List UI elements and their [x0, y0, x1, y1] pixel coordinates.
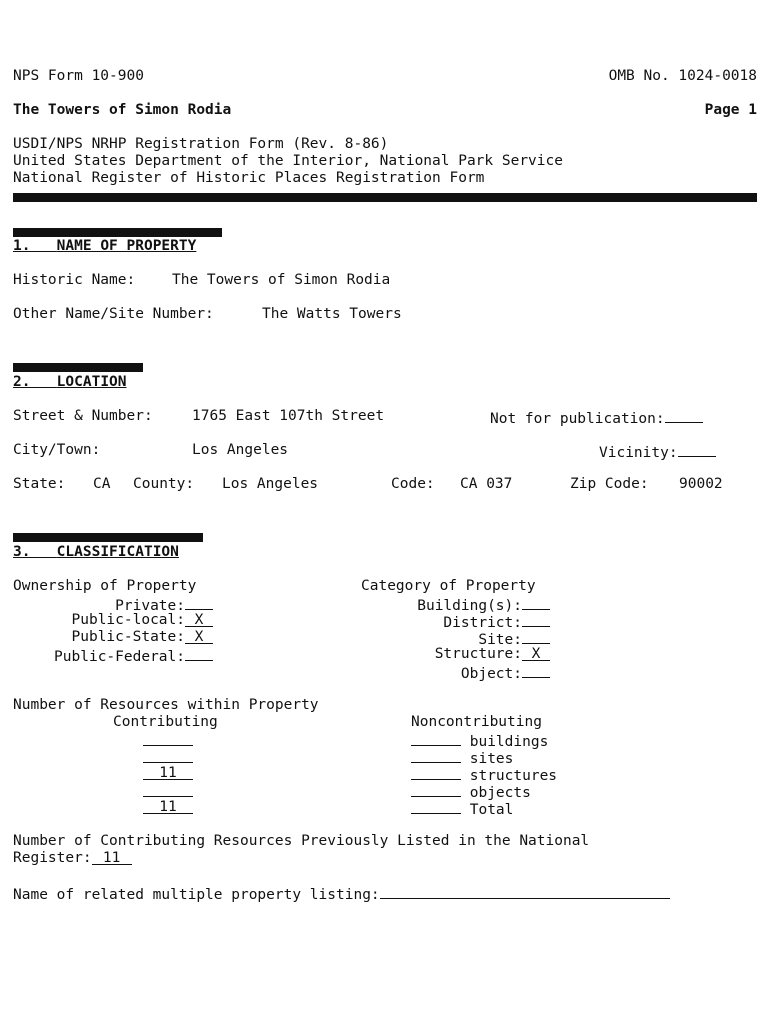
other-name-label: Other Name/Site Number: [13, 306, 214, 322]
omb-number: OMB No. 1024-0018 [608, 68, 757, 84]
form-line-1: USDI/NPS NRHP Registration Form (Rev. 8-86) [13, 136, 389, 152]
ownership-checkbox[interactable]: X [185, 629, 213, 644]
section2-heading [13, 374, 127, 391]
city-label: City/Town: [13, 442, 101, 458]
ownership-label: Private: [115, 598, 185, 614]
ownership-label: Public-local: [71, 612, 185, 628]
property-title: The Towers of Simon Rodia [13, 102, 232, 118]
resource-row-total-nc [411, 799, 513, 819]
code-value: CA 037 [460, 476, 513, 492]
vicinity [599, 442, 716, 462]
ownership-checkbox[interactable]: X [185, 612, 213, 627]
ownership-label: Public-Federal: [54, 649, 185, 665]
form-line-2: United States Department of the Interior, National Park Service [13, 153, 563, 169]
resource-row-total [143, 799, 193, 816]
vicinity-label: Vicinity: [599, 445, 678, 461]
previously-listed-line1: Number of Contributing Resources Previously Listed in the National [13, 833, 590, 849]
county-label: County: [133, 476, 195, 492]
resources-title: Number of Resources within Property [13, 697, 319, 713]
resource-label: objects [469, 785, 531, 801]
street-value: 1765 East 107th Street [192, 408, 385, 424]
historic-name-value: The Towers of Simon Rodia [172, 272, 391, 288]
category-label: District: [443, 615, 522, 631]
section1-title: NAME OF PROPERTY [56, 238, 197, 254]
category-label: Structure: [434, 646, 522, 662]
section3-number: 3. [13, 544, 31, 560]
category-structure [435, 646, 550, 663]
category-label: Object: [460, 666, 522, 682]
multiple-listing-label: Name of related multiple property listing: [13, 887, 380, 903]
category-checkbox[interactable] [522, 663, 550, 678]
noncontributing-count[interactable] [411, 765, 461, 780]
section1-heading [13, 238, 196, 255]
vicinity-blank[interactable] [678, 442, 716, 457]
header-rule [13, 193, 757, 202]
contributing-count[interactable]: 11 [143, 765, 193, 780]
city-value: Los Angeles [192, 442, 289, 458]
resource-label: structures [469, 768, 558, 784]
nfp-blank[interactable] [665, 408, 703, 423]
ownership-public-federal [54, 646, 213, 666]
state-label: State: [13, 476, 66, 492]
zip-value: 90002 [679, 476, 723, 492]
section3-title: CLASSIFICATION [56, 544, 179, 560]
other-name-value: The Watts Towers [262, 306, 402, 322]
category-checkbox[interactable] [522, 612, 550, 627]
contributing-count[interactable]: 11 [143, 799, 193, 814]
contributing-header: Contributing [113, 714, 218, 730]
noncontributing-count[interactable] [411, 731, 461, 746]
ownership-title: Ownership of Property [13, 578, 197, 594]
ownership-public-state [72, 629, 214, 646]
category-checkbox[interactable] [522, 629, 550, 644]
not-for-publication [490, 408, 703, 428]
noncontributing-count[interactable] [411, 799, 461, 814]
resource-label: buildings [469, 734, 549, 750]
nfp-label: Not for publication: [490, 411, 665, 427]
form-line-3: National Register of Historic Places Registration Form [13, 170, 485, 186]
section2-title: LOCATION [56, 374, 127, 390]
zip-label: Zip Code: [570, 476, 649, 492]
section2-bar [13, 363, 143, 372]
multiple-listing-field[interactable] [380, 884, 670, 899]
section1-bar [13, 228, 222, 237]
previously-listed-label: Register: [13, 850, 92, 866]
section1-number: 1. [13, 238, 31, 254]
resource-row-structures [143, 765, 193, 782]
category-object [461, 663, 550, 683]
noncontributing-count[interactable] [411, 782, 461, 797]
contributing-count[interactable] [143, 782, 193, 797]
resource-label: Total [469, 802, 514, 818]
category-checkbox[interactable]: X [522, 646, 550, 661]
previously-listed-value[interactable]: 11 [92, 850, 132, 865]
street-label: Street & Number: [13, 408, 153, 424]
form-id: NPS Form 10-900 [13, 68, 144, 84]
category-title: Category of Property [361, 578, 536, 594]
contributing-count[interactable] [143, 731, 193, 746]
noncontributing-count[interactable] [411, 748, 461, 763]
previously-listed [13, 850, 132, 867]
category-label: Building(s): [417, 598, 522, 614]
ownership-public-local [72, 612, 214, 629]
historic-name-label: Historic Name: [13, 272, 136, 288]
county-value: Los Angeles [222, 476, 319, 492]
resource-label: sites [469, 751, 514, 767]
multiple-listing [13, 884, 670, 904]
section2-number: 2. [13, 374, 31, 390]
category-checkbox[interactable] [522, 595, 550, 610]
ownership-checkbox[interactable] [185, 646, 213, 661]
state-value: CA [93, 476, 111, 492]
section3-bar [13, 533, 203, 542]
code-label: Code: [391, 476, 435, 492]
contributing-count[interactable] [143, 748, 193, 763]
category-label: Site: [478, 632, 522, 648]
noncontributing-header: Noncontributing [411, 714, 542, 730]
ownership-checkbox[interactable] [185, 595, 213, 610]
page-number: Page 1 [704, 102, 757, 118]
ownership-label: Public-State: [71, 629, 185, 645]
section3-heading [13, 544, 179, 561]
